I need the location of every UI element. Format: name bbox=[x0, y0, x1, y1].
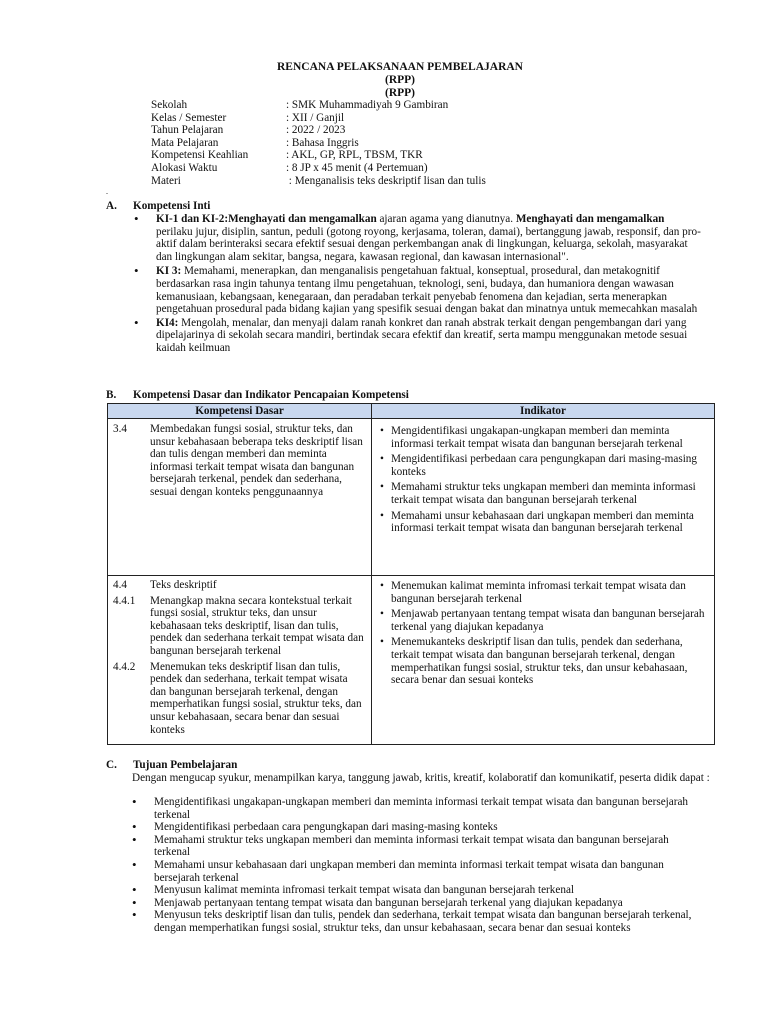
ki-item bbox=[156, 213, 701, 263]
identity-row bbox=[151, 137, 486, 150]
kd-cell bbox=[108, 419, 372, 576]
indicator-item: • Menemukanteks deskriptif lisan dan tulis, pendek dan sederhana, terkait tempat wisata dan bangunan bersejarah terkenal, dengan memperhatikan fungsi sosial, struktur teks, dan unsur kebahasaan, secara benar dan sesuai konteks bbox=[391, 636, 707, 686]
tujuan-item: • Mengidentifikasi ungakapan-ungkapan memberi dan meminta informasi terkait tempat wisata dan bangunan bersejarah terkenal bbox=[154, 796, 699, 821]
stray-dot: . bbox=[106, 187, 108, 196]
document-title bbox=[0, 61, 768, 100]
identity-value: : XII / Ganjil bbox=[286, 111, 345, 124]
identity-value: : SMK Muhammadiyah 9 Gambiran bbox=[286, 99, 449, 111]
ki-bold: Menghayati dan mengamalkan bbox=[515, 213, 665, 225]
ki-text: perilaku jujur, disiplin, santun, peduli (gotong royong, kerjasama, toleran, damai), bertanggung jawab, responsif, dan pro-aktif dalam berinteraksi secara efektif sesuai dengan perkembangan anak di lingkungan, keluarga, sekolah, masyarakat dan lingkungan alam sekitar, bangsa, negara, kawasan regional, dan kawasan internasional". bbox=[156, 225, 701, 263]
identity-value: : Menganalisis teks deskriptif lisan dan tulis bbox=[286, 174, 486, 187]
tujuan-intro: Dengan mengucap syukur, menampilkan karya, tanggung jawab, kritis, kreatif, kolaboratif dan komunikatif, peserta didik dapat : bbox=[132, 772, 710, 784]
identity-row bbox=[151, 149, 486, 162]
identity-row bbox=[151, 112, 486, 125]
section-title: Tujuan Pembelajaran bbox=[133, 759, 238, 771]
ki-item bbox=[156, 265, 701, 315]
section-b-heading bbox=[106, 389, 706, 402]
indicator-item: • Mengidentifikasi ungakapan-ungkapan memberi dan meminta informasi terkait tempat wisata dan bangunan bersejarah terkenal bbox=[391, 425, 707, 450]
identity-label: Mata Pelajaran bbox=[151, 136, 219, 149]
section-letter: A. bbox=[106, 200, 117, 212]
indicator-cell bbox=[372, 576, 715, 745]
identity-value: : Bahasa Inggris bbox=[286, 136, 359, 149]
title-line: (RPP) bbox=[384, 74, 415, 86]
title-line: RENCANA PELAKSANAAN PEMBELAJARAN bbox=[277, 61, 523, 73]
tujuan-item: • Memahami unsur kebahasaan dari ungkapan memberi dan meminta informasi terkait tempat wisata dan bangunan bersejarah terkenal bbox=[154, 859, 699, 884]
identity-label: Kelas / Semester bbox=[151, 111, 227, 124]
table-row bbox=[108, 576, 715, 745]
tujuan-item: • Memahami struktur teks ungkapan memberi dan meminta informasi terkait tempat wisata dan bangunan bersejarah terkenal bbox=[154, 834, 699, 859]
kd-text: Menemukan teks deskriptif lisan dan tulis, pendek dan sederhana, terkait tempat wisata dan bangunan bersejarah terkenal, dengan memperhatikan fungsi sosial, struktur teks, dan unsur kebahasaan, secara benar dan sesuai konteks bbox=[150, 660, 362, 736]
kd-number: 4.4 bbox=[113, 579, 127, 591]
identity-value: : 8 JP x 45 menit (4 Pertemuan) bbox=[286, 161, 428, 174]
tujuan-item: • Menjawab pertanyaan tentang tempat wisata dan bangunan bersejarah terkenal yang diajukan kepadanya bbox=[154, 897, 699, 910]
kd-text: Teks deskriptif bbox=[150, 579, 217, 591]
kd-number: 4.4.2 bbox=[113, 660, 136, 673]
ki-text: Mengolah, menalar, dan menyaji dalam ranah konkret dan ranah abstrak terkait dengan pengembangan dari yang dipelajarinya di sekolah secara mandiri, bertindak secara efektif dan kreatif, serta mampu menggunakan metode sesuai kaidah keilmuan bbox=[156, 316, 688, 354]
identity-label: Kompetensi Keahlian bbox=[151, 149, 249, 162]
indicator-item: • Memahami unsur kebahasaan dari ungkapan memberi dan meminta informasi terkait tempat wisata dan bangunan bersejarah terkenal bbox=[391, 510, 707, 535]
indicator-item: • Menjawab pertanyaan tentang tempat wisata dan bangunan bersejarah terkenal yang diajukan kepadanya bbox=[391, 608, 707, 633]
indicator-cell bbox=[372, 419, 715, 576]
col-header-indikator: Indikator bbox=[372, 404, 715, 419]
tujuan-list bbox=[154, 796, 699, 935]
kd-text: Menangkap makna secara kontekstual terkait fungsi sosial, struktur teks, dan unsur kebahasaan teks deskriptif, lisan dan tulis, pendek dan sederhana terkait tempat wisata dan bangunan bersejarah terkenal bbox=[150, 594, 364, 657]
ki-text: Memahami, menerapkan, dan menganalisis pengetahuan faktual, konseptual, prosedural, dan metakognitif berdasarkan rasa ingin tahunya tentang ilmu pengetahuan, teknologi, seni, budaya, dan humaniora dengan wawasan kemanusiaan, kebangsaan, kenegaraan, dan peradaban terkait penyebab fenomena dan kejadian, serta menerapkan pengetahuan prosedural pada bidang kajian yang spesifik sesuai dengan bakat dan minatnya untuk memecahkan masalah bbox=[156, 265, 698, 316]
section-c-heading bbox=[106, 759, 706, 772]
section-title: Kompetensi Dasar dan Indikator Pencapaian Kompetensi bbox=[133, 389, 409, 401]
identity-value: : 2022 / 2023 bbox=[286, 124, 346, 137]
title-line: (RPP) bbox=[384, 87, 415, 99]
identity-row bbox=[151, 162, 486, 175]
tujuan-item: • Menyusun teks deskriptif lisan dan tulis, pendek dan sederhana, terkait tempat wisata dan bangunan bersejarah terkenal, dengan memperhatikan fungsi sosial, struktur teks, dan unsur kebahasaan, secara benar dan sesuai konteks bbox=[154, 909, 699, 934]
kd-number: 3.4 bbox=[113, 423, 127, 435]
ki-list bbox=[156, 213, 701, 355]
indicator-item: • Memahami struktur teks ungkapan memberi dan meminta informasi terkait tempat wisata dan bangunan bersejarah terkenal bbox=[391, 481, 707, 506]
identity-label: Alokasi Waktu bbox=[151, 161, 218, 174]
section-letter: B. bbox=[106, 389, 117, 401]
kd-indicator-table bbox=[107, 403, 715, 745]
identity-label: Sekolah bbox=[151, 99, 188, 111]
section-letter: C. bbox=[106, 759, 117, 771]
identity-value: : AKL, GP, RPL, TBSM, TKR bbox=[286, 149, 423, 162]
kd-text: Membedakan fungsi sosial, struktur teks, dan unsur kebahasaan beberapa teks deskriptif lisan dan tulis dengan memberi dan meminta informasi terkait tempat wisata dan bangunan bersejarah terkenal, pendek dan sederhana, sesuai dengan konteks penggunaannya bbox=[150, 423, 363, 498]
tujuan-item: • Menyusun kalimat meminta infromasi terkait tempat wisata dan bangunan bersejarah terkenal bbox=[154, 884, 699, 897]
identity-row bbox=[151, 124, 486, 137]
identity-label: Materi bbox=[151, 174, 181, 187]
tujuan-item: • Mengidentifikasi perbedaan cara pengungkapan dari masing-masing konteks bbox=[154, 821, 699, 834]
ki-bold: KI 3: bbox=[156, 265, 182, 278]
col-header-kd: Kompetensi Dasar bbox=[108, 404, 372, 419]
table-row bbox=[108, 419, 715, 576]
ki-bold: KI4: bbox=[156, 316, 179, 329]
indicator-item: • Mengidentifikasi perbedaan cara pengungkapan dari masing-masing konteks bbox=[391, 453, 707, 478]
ki-item bbox=[156, 317, 701, 355]
kd-cell bbox=[108, 576, 372, 745]
ki-text: ajaran agama yang dianutnya. bbox=[376, 213, 516, 225]
identity-row bbox=[151, 175, 486, 188]
indicator-item: • Menemukan kalimat meminta infromasi terkait tempat wisata dan bangunan bersejarah terkenal bbox=[391, 580, 707, 605]
identity-table bbox=[151, 99, 486, 187]
identity-row bbox=[151, 99, 486, 112]
section-title: Kompetensi Inti bbox=[133, 200, 211, 212]
section-a-heading bbox=[106, 200, 706, 213]
kd-number: 4.4.1 bbox=[113, 594, 136, 607]
ki-bold: KI-1 dan KI-2:Menghayati dan mengamalkan bbox=[156, 213, 377, 225]
identity-label: Tahun Pelajaran bbox=[151, 124, 224, 137]
